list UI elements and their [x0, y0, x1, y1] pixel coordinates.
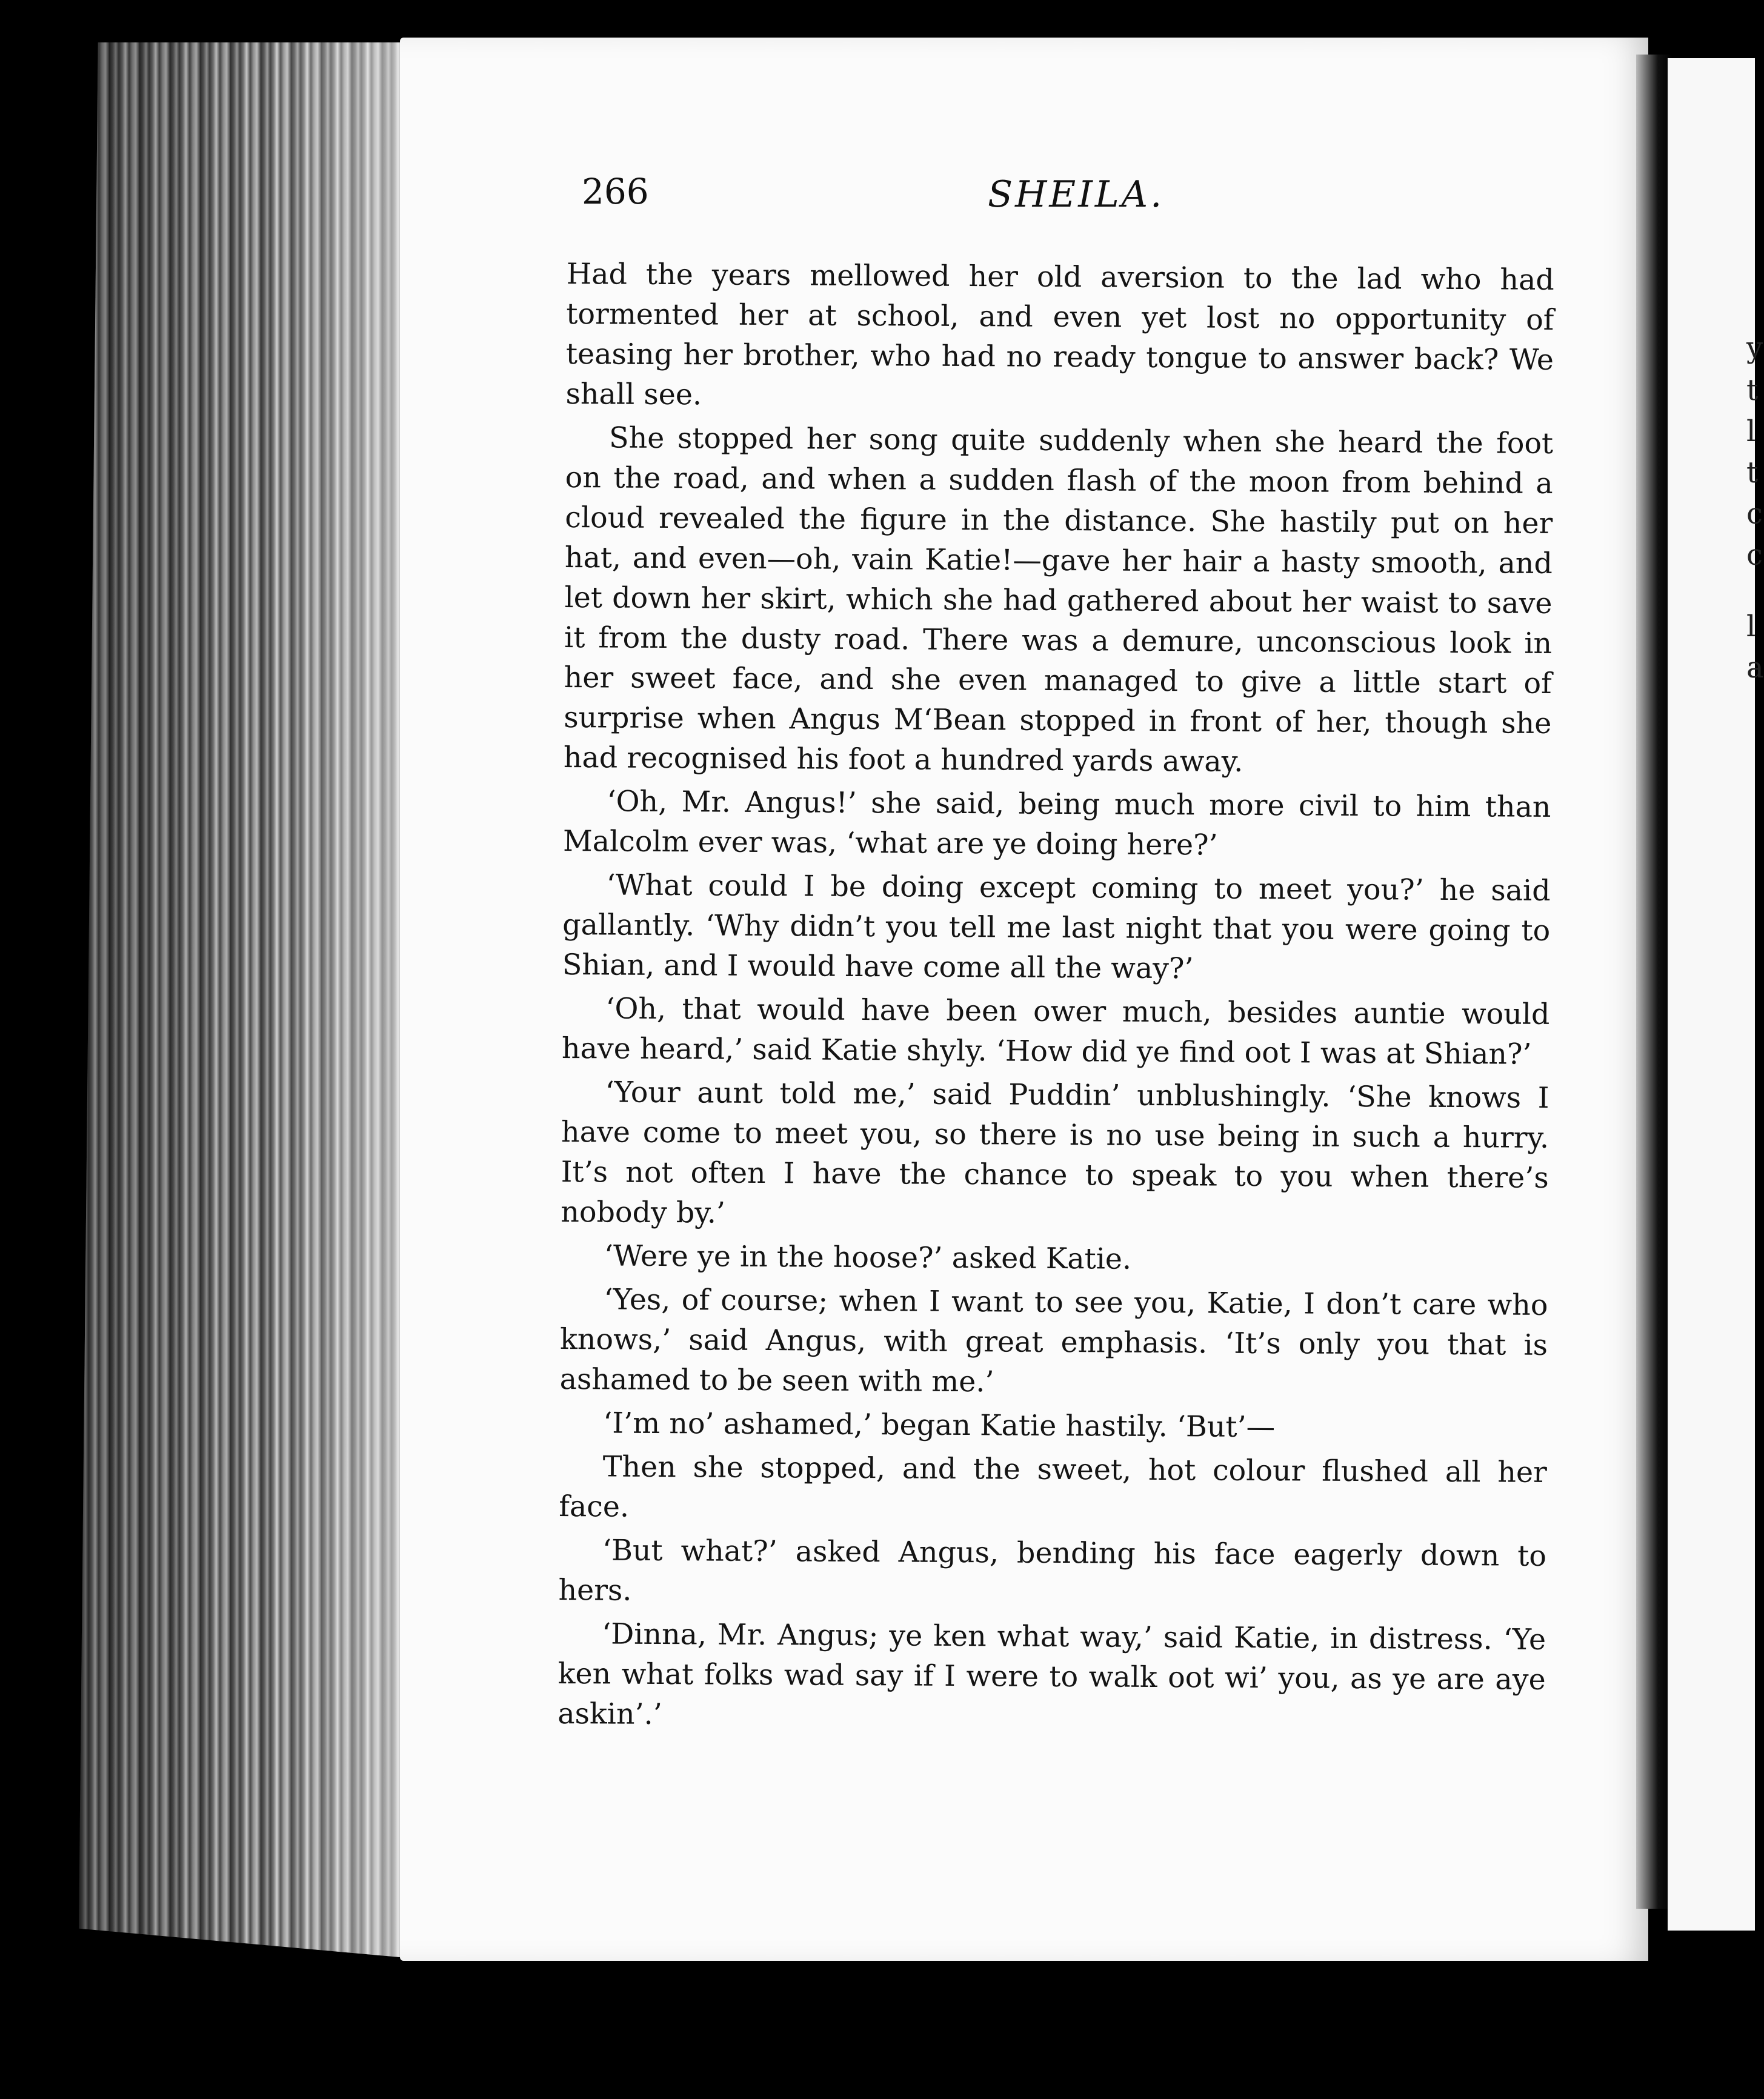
book-page-edges — [79, 42, 400, 1957]
paragraph: ‘Yes, of course; when I want to see you, Katie, I don’t care who knows,’ said Angus, with great emphasis. ‘It’s only you that is ashamed to be seen with me.’ — [559, 1283, 1548, 1399]
paragraph: ‘Oh, that would have been ower much, besides auntie would have heard,’ said Katie shyly. ‘How did ye find oot I was at Shian?’ — [561, 992, 1550, 1071]
facing-page-fragment: t — [1746, 456, 1759, 490]
facing-page-fragment: l — [1746, 414, 1756, 448]
page-number: 266 — [582, 171, 649, 212]
paragraph: ‘Your aunt told me,’ said Puddin’ unblushingly. ‘She knows I have come to meet you, so there is no use being in such a hurry. It’s not often I have the chance to speak to you when there’s nobody by.’ — [561, 1076, 1549, 1230]
paragraph: ‘Oh, Mr. Angus!’ she said, being much more civil to him than Malcolm ever was, ‘what are ye doing here?’ — [562, 785, 1551, 862]
paragraph: ‘Were ye in the hoose?’ asked Katie. — [604, 1239, 1132, 1276]
running-title: SHEILA. — [988, 173, 1165, 216]
facing-page-fragment: c — [1746, 538, 1763, 572]
paragraph: Had the years mellowed her old aversion to the lad who had tormented her at school, and even yet lost no opportunity of teasing her brother, who had no ready tongue to answer back? We shall see. — [565, 257, 1554, 412]
paragraph: She stopped her song quite suddenly when she heard the foot on the road, and when a sudden flash of the moon from behind a cloud revealed the figure in the distance. She hastily put on her hat, and even—oh, vain Katie!—gave her hair a hasty smooth, and let down her skirt, which she had gathered about her waist to save it from the dusty road. There was a demure, unconscious look in her sweet face, and she even managed to give a little start of surprise when Angus M‘Bean stopped in front of her, though she had recognised his foot a hundred yards away. — [563, 421, 1554, 779]
book-gutter — [1636, 55, 1672, 1909]
paragraph: ‘Dinna, Mr. Angus; ye ken what way,’ said Katie, in distress. ‘Ye ken what folks wad say if I were to walk oot wi’ you, as ye are aye askin’.’ — [557, 1617, 1546, 1732]
facing-page-fragment: a — [1746, 651, 1764, 685]
facing-page-fragment: l — [1746, 610, 1756, 644]
facing-page — [1668, 58, 1764, 1931]
paragraph: ‘What could I be doing except coming to meet you?’ he said gallantly. ‘Why didn’t you tell me last night that you were going to Shian, and I would have come all the way?’ — [562, 868, 1551, 986]
page-header — [582, 171, 1163, 225]
facing-page-fragment: c — [1746, 497, 1763, 531]
paragraph: ‘But what?’ asked Angus, bending his face eagerly down to hers. — [558, 1534, 1547, 1608]
paragraph: Then she stopped, and the sweet, hot colour flushed all her face. — [559, 1450, 1547, 1524]
paragraph: ‘I’m no’ ashamed,’ began Katie hastily. ‘But’— — [603, 1406, 1276, 1445]
facing-page-fragment: y — [1746, 331, 1763, 365]
facing-page-fragment: t — [1746, 373, 1759, 407]
body-text — [557, 254, 1554, 1740]
